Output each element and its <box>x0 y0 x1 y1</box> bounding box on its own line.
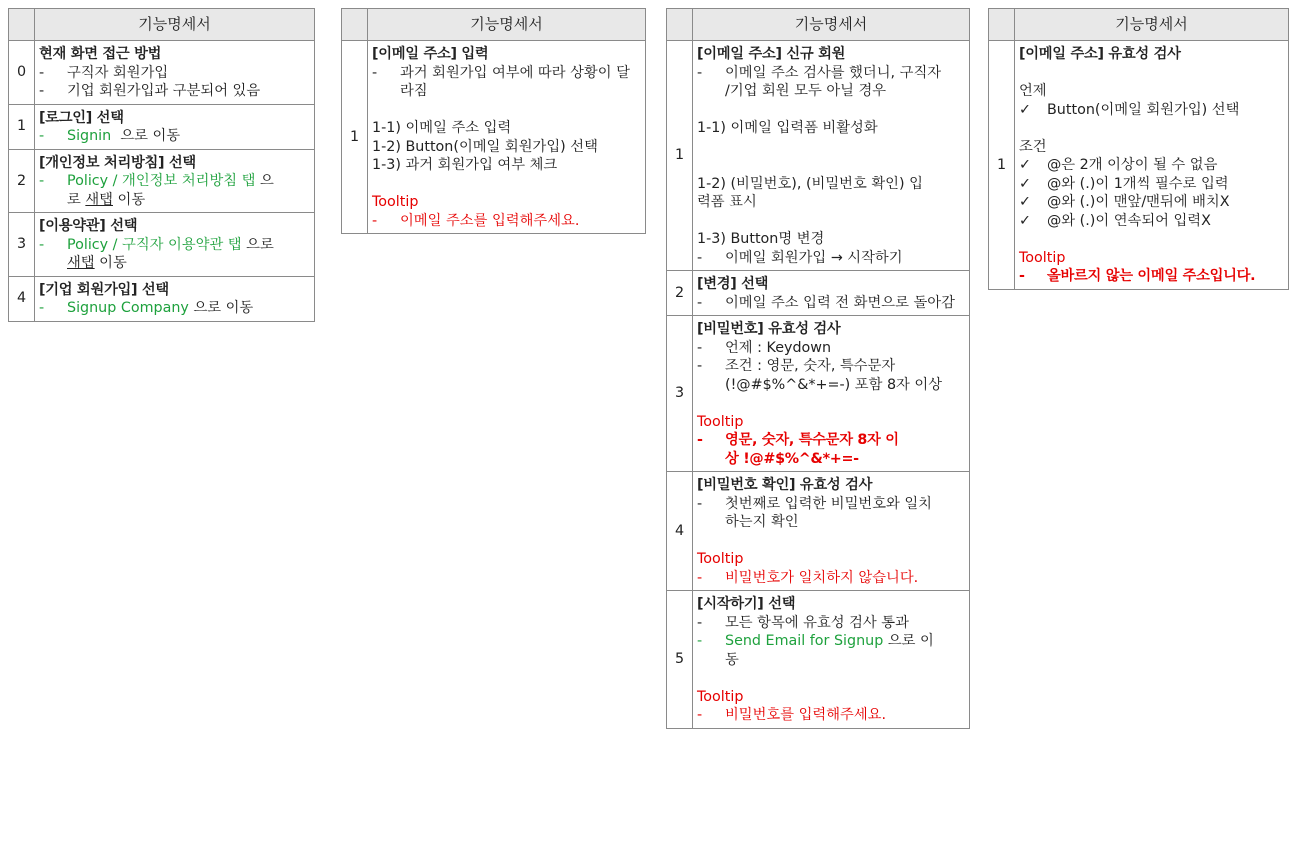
table-row: 3 [비밀번호] 유효성 검사 - 언제 : Keydown - 조건 : 영문, 숫자, 특수문자 (!@#$%^&*+=-) 포함 8자 이상 Tooltip - 영문, 숫자, 특수문자 8자 이 상 !@#$%^&*+=- <box>667 316 970 472</box>
row-number: 1 <box>9 104 35 149</box>
list-item: 이메일 주소 검사를 했더니, 구직자 <box>725 64 942 81</box>
tooltip-text: 비밀번호가 일치하지 않습니다. <box>725 569 919 586</box>
link-suffix: 이동 <box>94 255 127 271</box>
tooltip-label: Tooltip <box>1019 249 1066 266</box>
table-row: 1 [이메일 주소] 신규 회원 - 이메일 주소 검사를 했더니, 구직자 /기업 회원 모두 아닐 경우 1-1) 이메일 입력폼 비활성화 1-2) (비밀번호), (비밀번호 확인) 입 력폼 표시 1-3) Button명 변경 - 이메일 회원가입 → 시작하기 <box>667 41 970 271</box>
step-item: 1-1) 이메일 주소 입력 <box>372 120 512 136</box>
tooltip-text: 영문, 숫자, 특수문자 8자 이 <box>725 432 899 448</box>
row-number: 1 <box>989 41 1015 290</box>
table-row: 5 [시작하기] 선택 - 모든 항목에 유효성 검사 통과 - Send Email for Signup 으로 이 동 Tooltip - 비밀번호를 입력해주세요. <box>667 591 970 729</box>
table-header: 기능명세서 <box>693 9 970 41</box>
table-row: 2 [개인정보 처리방침] 선택 - Policy / 개인정보 처리방침 탭 으 로 새탭 이동 <box>9 149 315 213</box>
signup-company-link[interactable]: Signup Company <box>67 300 189 316</box>
list-item: 구직자 회원가입 <box>67 64 169 81</box>
row-number: 1 <box>667 41 693 271</box>
table-row: 1 [이메일 주소] 유효성 검사 언제 ✓ Button(이메일 회원가입) 선택 조건 ✓ @은 2개 이상이 될 수 없음 ✓ @와 (.)이 1개씩 필수로 입력 ✓ @와 (.)이 맨앞/맨뒤에 배치X ✓ @와 (.)이 연속되어 입력X Tooltip - 올바르지 않는 이메일 주소입니다. <box>989 41 1289 290</box>
list-item: 이메일 회원가입 → 시작하기 <box>725 249 903 266</box>
tooltip-label: Tooltip <box>697 688 744 705</box>
list-item: 첫번째로 입력한 비밀번호와 일치 <box>725 495 932 512</box>
list-item: @와 (.)이 1개씩 필수로 입력 <box>1047 175 1229 192</box>
list-item: 하는지 확인 <box>725 514 799 530</box>
table-row: 3 [이용약관] 선택 - Policy / 구직자 이용약관 탭 으로 새탭 이동 <box>9 213 315 277</box>
row-title: [기업 회원가입] 선택 <box>39 281 169 298</box>
spec-table-email-input <box>341 8 646 234</box>
tooltip-text: 상 !@#$%^&*+=- <box>725 450 859 467</box>
header-blank-cell <box>342 9 368 41</box>
row-title: [비밀번호 확인] 유효성 검사 <box>697 477 873 493</box>
row-title: [로그인] 선택 <box>39 109 124 126</box>
list-item: 기업 회원가입과 구분되어 있음 <box>67 83 261 99</box>
row-title: [이용약관] 선택 <box>39 218 138 234</box>
link-suffix: 으로 이동 <box>120 128 181 144</box>
checkmark-icon: ✓ <box>1019 175 1031 192</box>
link-suffix: 로 <box>67 191 86 208</box>
row-number: 1 <box>342 41 368 234</box>
header-blank-cell <box>9 9 35 41</box>
row-title: [비밀번호] 유효성 검사 <box>697 321 841 337</box>
spec-table-access <box>8 8 315 322</box>
step-item: 1-1) 이메일 입력폼 비활성화 <box>697 120 878 136</box>
signin-link[interactable]: Signin <box>67 128 112 144</box>
table-row: 1 [이메일 주소] 입력 - 과거 회원가입 여부에 따라 상황이 달라짐 1-1) 이메일 주소 입력 1-2) Button(이메일 회원가입) 선택 1-3) 과거 회원가입 여부 체크 Tooltip - 이메일 주소를 입력해주세요. <box>342 41 646 234</box>
list-item: 언제 : Keydown <box>725 339 832 356</box>
list-item: @은 2개 이상이 될 수 없음 <box>1047 157 1218 173</box>
row-number: 4 <box>667 472 693 591</box>
table-header: 기능명세서 <box>368 9 646 41</box>
checkmark-icon: ✓ <box>1019 194 1031 210</box>
step-item: 1-3) 과거 회원가입 여부 체크 <box>372 157 558 173</box>
row-number: 2 <box>667 271 693 316</box>
terms-link[interactable]: Policy / 구직자 이용약관 탭 <box>67 236 242 253</box>
table-row: 4 [기업 회원가입] 선택 - Signup Company 으로 이동 <box>9 276 315 321</box>
row-title: 현재 화면 접근 방법 <box>39 46 162 62</box>
table-header: 기능명세서 <box>1015 9 1289 41</box>
table-row: 2 [변경] 선택 - 이메일 주소 입력 전 화면으로 돌아감 <box>667 271 970 316</box>
list-item: @와 (.)이 연속되어 입력X <box>1047 212 1211 229</box>
link-suffix: 이동 <box>112 191 146 208</box>
row-title: [개인정보 처리방침] 선택 <box>39 154 196 171</box>
spec-table-email-validation <box>988 8 1289 290</box>
row-number: 3 <box>9 213 35 277</box>
table-header: 기능명세서 <box>35 9 315 41</box>
tooltip-text: 이메일 주소를 입력해주세요. <box>400 212 580 229</box>
list-item: 조건 : 영문, 숫자, 특수문자 <box>725 358 896 374</box>
checkmark-icon: ✓ <box>1019 212 1031 229</box>
row-number: 4 <box>9 276 35 321</box>
step-item: 1-2) Button(이메일 회원가입) 선택 <box>372 138 598 155</box>
send-email-signup-link[interactable]: Send Email for Signup <box>725 633 884 649</box>
list-item: 이메일 주소 입력 전 화면으로 돌아감 <box>725 294 955 311</box>
tooltip-text: 비밀번호를 입력해주세요. <box>725 707 887 723</box>
tooltip-label: Tooltip <box>697 551 744 567</box>
list-item: 모든 항목에 유효성 검사 통과 <box>725 614 909 631</box>
new-tab-text: 새탭 <box>85 191 113 208</box>
tooltip-label: Tooltip <box>697 413 744 430</box>
step-item: 력폼 표시 <box>697 194 757 210</box>
header-blank-cell <box>667 9 693 41</box>
row-number: 0 <box>9 41 35 105</box>
row-number: 2 <box>9 149 35 213</box>
list-item: /기업 회원 모두 아닐 경우 <box>725 83 887 99</box>
condition-label: 조건 <box>1019 138 1047 155</box>
link-suffix: 동 <box>725 651 739 668</box>
table-row: 1 [로그인] 선택 - Signin 으로 이동 <box>9 104 315 149</box>
link-suffix: 으로 <box>246 236 274 253</box>
row-title: [이메일 주소] 신규 회원 <box>697 46 846 62</box>
row-title: [시작하기] 선택 <box>697 596 796 612</box>
list-item: (!@#$%^&*+=-) 포함 8자 이상 <box>725 376 943 393</box>
privacy-policy-link[interactable]: Policy / 개인정보 처리방침 탭 <box>67 173 256 189</box>
row-number: 5 <box>667 591 693 729</box>
table-row: 4 [비밀번호 확인] 유효성 검사 - 첫번째로 입력한 비밀번호와 일치 하는지 확인 Tooltip - 비밀번호가 일치하지 않습니다. <box>667 472 970 591</box>
step-item: 1-2) (비밀번호), (비밀번호 확인) 입 <box>697 175 923 192</box>
list-item: 과거 회원가입 여부에 따라 상황이 달라짐 <box>400 64 630 99</box>
list-item: @와 (.)이 맨앞/맨뒤에 배치X <box>1047 194 1230 210</box>
when-label: 언제 <box>1019 83 1047 99</box>
step-item: 1-3) Button명 변경 <box>697 231 825 247</box>
tooltip-text: 올바르지 않는 이메일 주소입니다. <box>1047 268 1256 284</box>
checkmark-icon: ✓ <box>1019 157 1031 173</box>
row-title: [이메일 주소] 유효성 검사 <box>1019 46 1181 62</box>
checkmark-icon: ✓ <box>1019 101 1031 118</box>
link-suffix: 으로 이동 <box>193 300 254 316</box>
row-title: [이메일 주소] 입력 <box>372 46 489 62</box>
spec-table-new-member <box>666 8 970 729</box>
list-item: Button(이메일 회원가입) 선택 <box>1047 101 1240 118</box>
row-number: 3 <box>667 316 693 472</box>
link-suffix: 으로 이 <box>887 633 934 649</box>
header-blank-cell <box>989 9 1015 41</box>
row-title: [변경] 선택 <box>697 276 769 292</box>
link-suffix: 으 <box>259 173 274 189</box>
new-tab-text: 새탭 <box>67 255 95 271</box>
tooltip-label: Tooltip <box>372 194 419 210</box>
table-row: 0 현재 화면 접근 방법 - 구직자 회원가입 - 기업 회원가입과 구분되어 있음 <box>9 41 315 105</box>
